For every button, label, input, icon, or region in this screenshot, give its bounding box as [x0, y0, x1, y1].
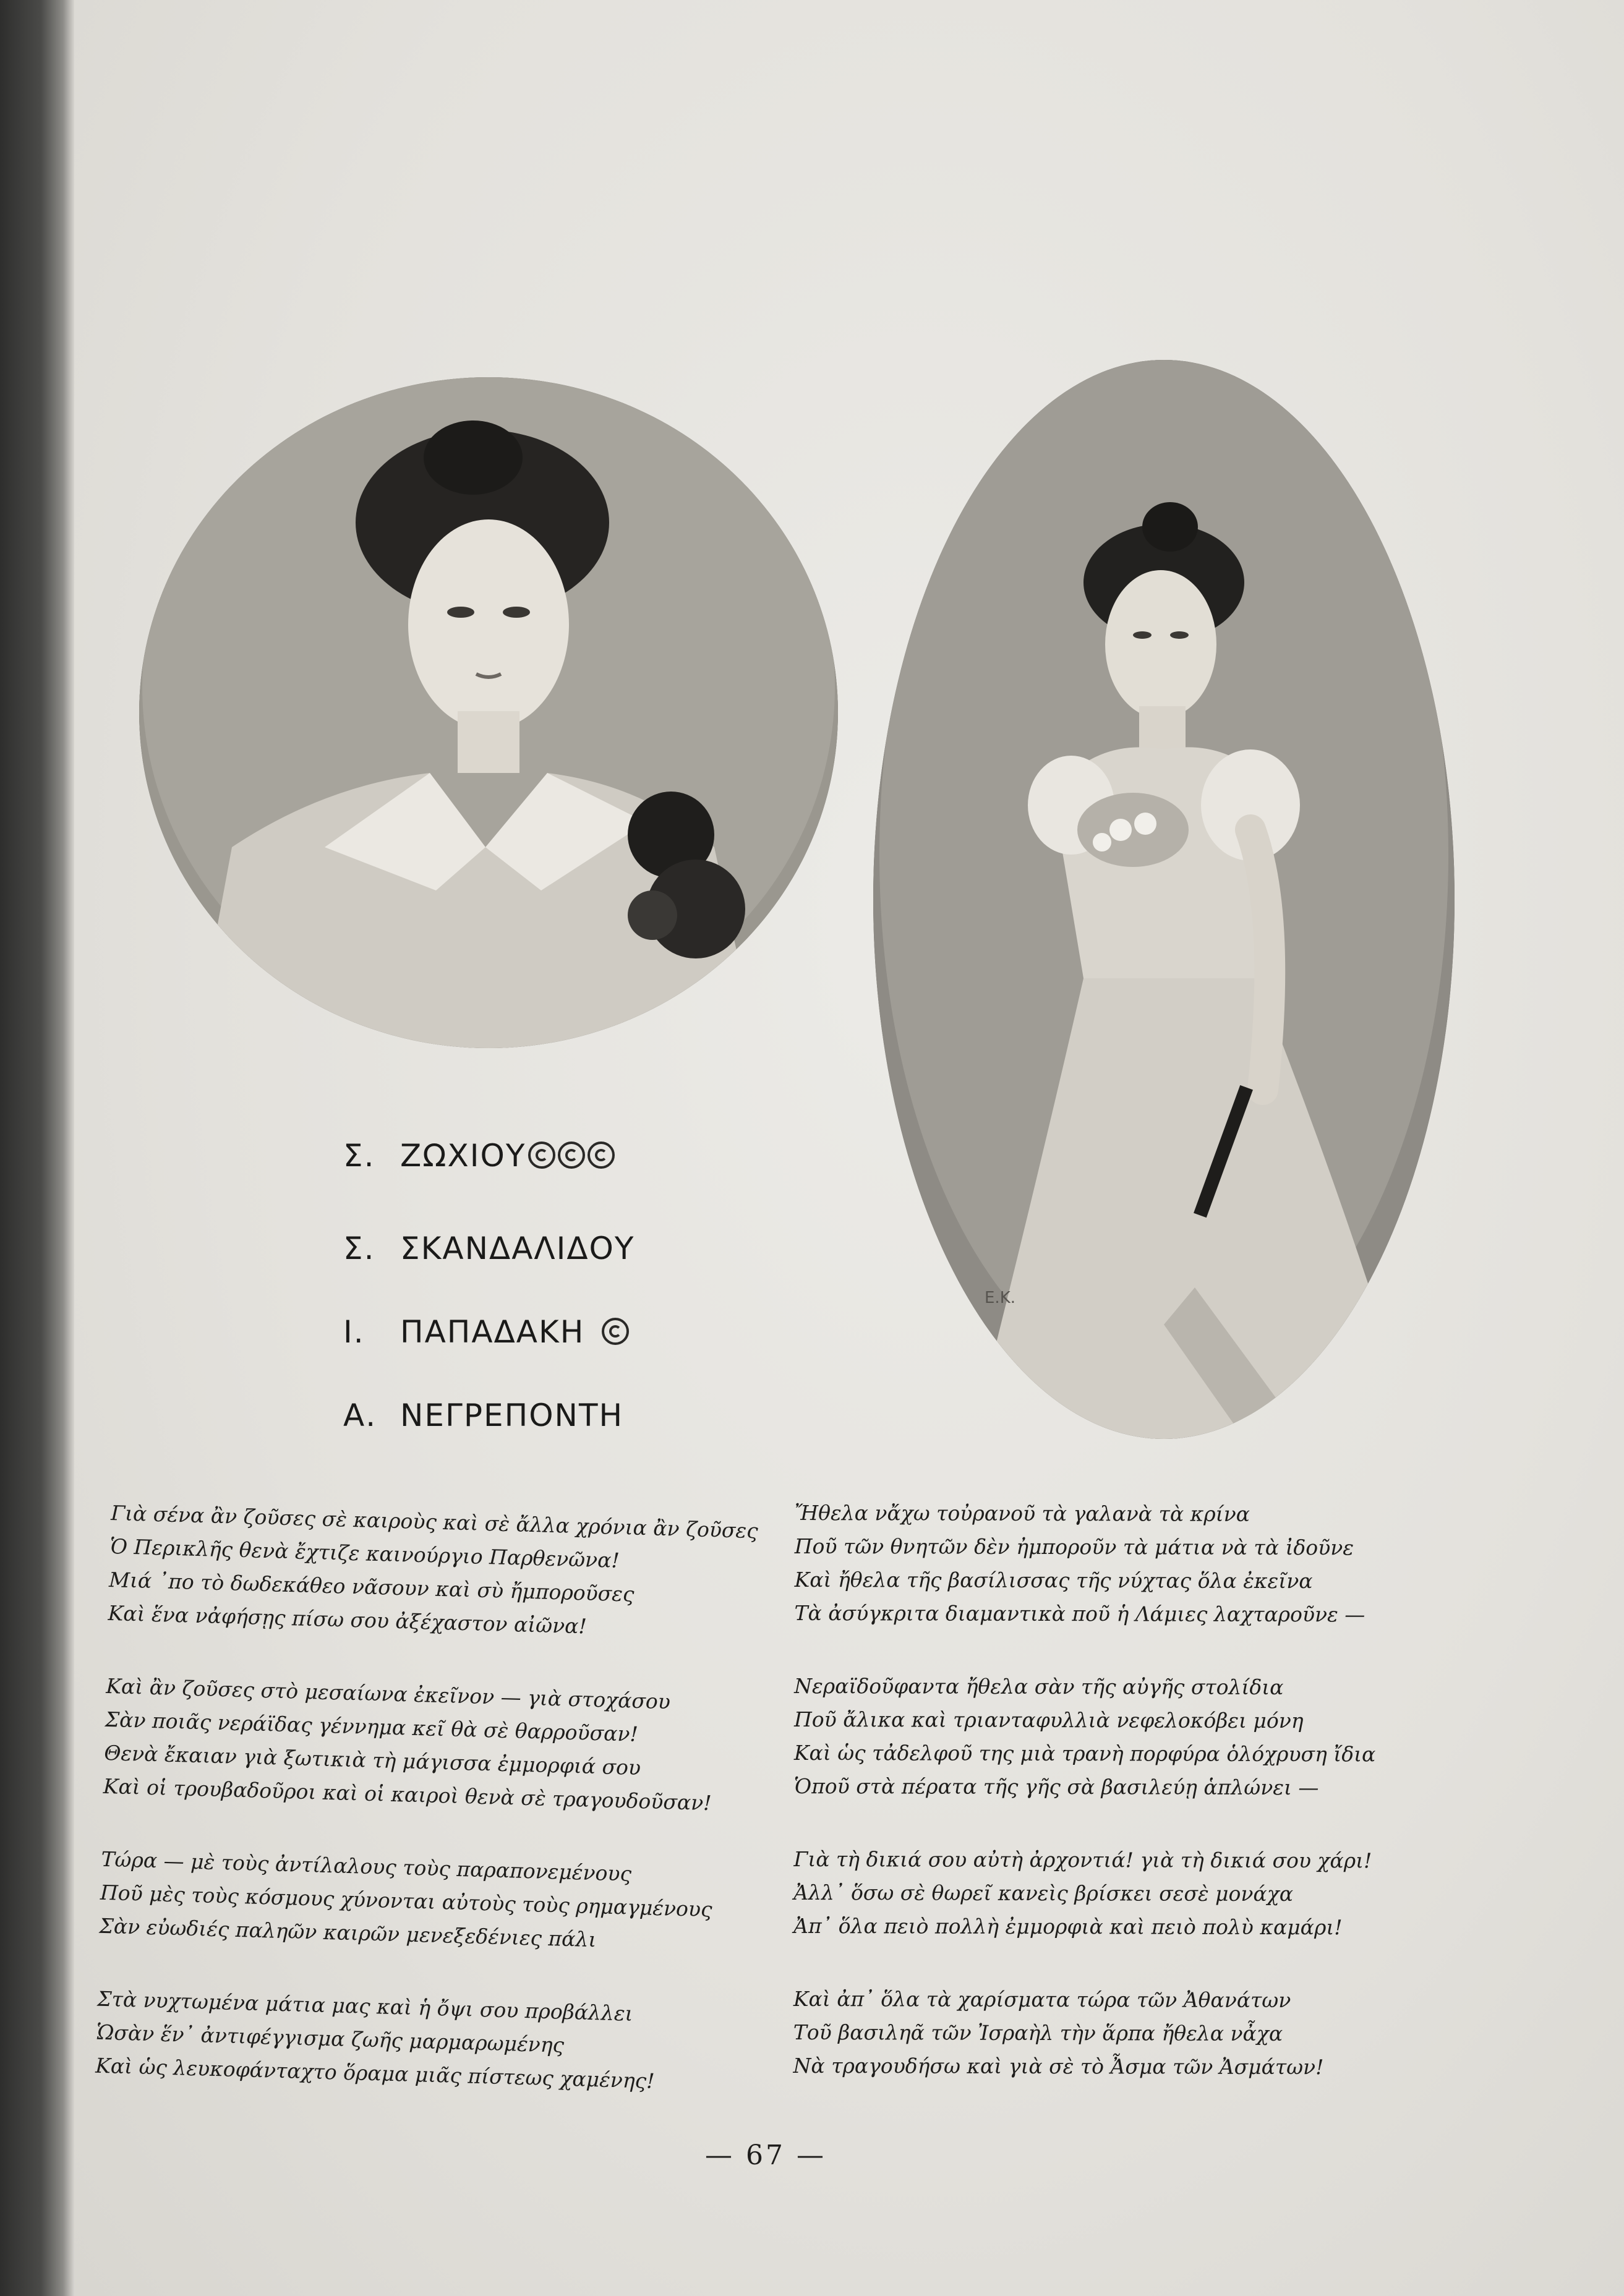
- name-initial: Ι.: [343, 1314, 365, 1350]
- name-surname: ΣΚΑΝΔΑΛΙΔΟΥ: [400, 1231, 635, 1266]
- poem-line: Νεραϊδοῦφαντα ἤθελα σὰν τῆς αὐγῆς στολίδια: [794, 1673, 1284, 1700]
- poem-line: Ἀπ᾿ ὅλα πειὸ πολλὴ ἐμμορφιὰ καὶ πειὸ πολὺ καμάρι!: [793, 1913, 1343, 1940]
- poem-line: Ὡσὰν ἕν᾿ ἀντιφέγγισμα ζωῆς μαρμαρωμένης: [96, 2020, 565, 2057]
- poem-line: Γιὰ τὴ δικιά σου αὐτὴ ἀρχοντιά! γιὰ τὴ δικιά σου χάρι!: [793, 1846, 1372, 1873]
- poem-right-column: [793, 1496, 1494, 2124]
- poem-stanza: [794, 1670, 1494, 1805]
- poem-line: Ὁποῦ στὰ πέρατα τῆς γῆς σὰ βασιλεύῃ ἁπλώνει —: [793, 1773, 1319, 1800]
- name-row-3: [343, 1314, 629, 1350]
- name-initial: Α.: [343, 1398, 377, 1433]
- poem-stanza: [108, 1496, 804, 1649]
- name-surname: ΖΩΧΙΟΥ: [400, 1138, 526, 1174]
- page-binding-edge: [0, 0, 74, 2296]
- portrait-right-photo: [873, 360, 1455, 1439]
- poem-line: Ὁ Περικλῆς θενὰ ἔχτιζε καινούργιο Παρθενῶνα!: [109, 1534, 620, 1573]
- poem-line: Ποῦ ἄλικα καὶ τριανταφυλλιὰ νεφελοκόβει μόνη: [794, 1707, 1304, 1733]
- poem-line: Τοῦ βασιληᾶ τῶν Ἰσραὴλ τὴν ἅρπα ἤθελα νἆχα: [793, 2020, 1283, 2046]
- poem-stanza: [95, 1982, 790, 2102]
- name-initial: Σ.: [343, 1138, 375, 1174]
- poem-line: Καὶ ἕνα νἀφήσῃς πίσω σου ἀξέχαστον αἰῶνα!: [108, 1600, 588, 1639]
- poem-stanza: [103, 1670, 799, 1822]
- poem-line: Καὶ ἂν ζοῦσες στὸ μεσαίωνα ἐκεῖνον — γιὰ στοχάσου: [105, 1673, 671, 1714]
- name-surname: ΠΑΠΑΔΑΚΗ: [400, 1314, 585, 1350]
- poem-line: Στὰ νυχτωμένα μάτια μας καὶ ἡ ὄψι σου προβάλλει: [96, 1986, 634, 2026]
- portrait-left-photo: [139, 377, 838, 1048]
- poem-line: Γιὰ σένα ἂν ζοῦσες σὲ καιροὺς καὶ σὲ ἄλλα χρόνια ἂν ζοῦσες: [110, 1500, 759, 1543]
- spiral-ornament-icon: [588, 1142, 615, 1169]
- poem-line: Τώρα — μὲ τοὺς ἀντίλαλους τοὺς παραπονεμένους: [101, 1846, 632, 1886]
- poem-line: Θενὰ ἔκαιαν γιὰ ξωτικιὰ τὴ μάγισσα ἐμμορφιά σου: [103, 1740, 641, 1780]
- poem-line: Ποῦ μὲς τοὺς κόσμους χύνονται αὐτοὺς τοὺς ρημαγμένους: [100, 1880, 713, 1922]
- poem-line: Τὰ ἀσύγκριτα διαμαντικὰ ποῦ ἡ Λάμιες λαχταροῦνε —: [794, 1600, 1365, 1627]
- poem-stanza: [99, 1843, 794, 1962]
- name-initial: Σ.: [343, 1231, 375, 1266]
- poem-line: Καὶ οἱ τρουβαδοῦροι καὶ οἱ καιροὶ θενὰ σὲ τραγουδοῦσαν!: [103, 1773, 712, 1816]
- spiral-ornament-icon: [602, 1318, 629, 1345]
- name-row-1: [343, 1138, 615, 1174]
- poem-stanza: [793, 1843, 1492, 1945]
- poem-line: Μιά ᾿πο τὸ δωδεκάθεο νᾶσουν καὶ σὺ ἤμποροῦσες: [108, 1567, 635, 1607]
- page-number: — 67 —: [705, 2140, 826, 2171]
- poem-line: Καὶ ὡς λευκοφάνταχτο ὅραμα μιᾶς πίστεως χαμένης!: [95, 2053, 655, 2093]
- portrait-left-drawing: [139, 377, 838, 1048]
- poem-left-column: [94, 1496, 804, 2141]
- poem-line: Σὰν ποιᾶς νεράϊδας γέννημα κεῖ θὰ σὲ θαρροῦσαν!: [105, 1707, 639, 1746]
- poem-stanza: [794, 1496, 1494, 1632]
- portrait-right-drawing: [873, 360, 1455, 1439]
- poem-line: Καὶ ὡς τἀδελφοῦ της μιὰ τρανὴ πορφύρα ὁλόχρυση ἴδια: [793, 1740, 1376, 1767]
- poem-line: Ποῦ τῶν θνητῶν δὲν ἠμποροῦν τὰ μάτια νὰ τὰ ἰδοῦνε: [794, 1534, 1354, 1560]
- name-row-2: [343, 1231, 635, 1266]
- poem-stanza: [793, 1982, 1492, 2085]
- poem-line: Σὰν εὐωδιές παληῶν καιρῶν μενεξεδένιες πάλι: [99, 1913, 597, 1952]
- name-surname: ΝΕΓΡΕΠΟΝΤΗ: [400, 1398, 624, 1433]
- poem-line: Καὶ ἀπ᾿ ὅλα τὰ χαρίσματα τώρα τῶν Ἀθανάτων: [793, 1986, 1291, 2013]
- poem-line: Ἤθελα νἄχω τοὐρανοῦ τὰ γαλανὰ τὰ κρίνα: [794, 1501, 1250, 1526]
- photo-signature: E.K.: [985, 1289, 1016, 1307]
- spiral-ornament-icon: [528, 1142, 555, 1169]
- spiral-ornament-icon: [558, 1142, 585, 1169]
- poem-line: Καὶ ἤθελα τῆς βασίλισσας τῆς νύχτας ὅλα ἐκεῖνα: [794, 1567, 1313, 1594]
- poem-line: Νὰ τραγουδήσω καὶ γιὰ σὲ τὸ Ἆσμα τῶν Ἀσμάτων!: [793, 2053, 1324, 2080]
- name-row-4: [343, 1398, 623, 1433]
- poem-line: Ἀλλ᾿ ὅσω σὲ θωρεῖ κανεὶς βρίσκει σεσὲ μονάχα: [793, 1880, 1294, 1906]
